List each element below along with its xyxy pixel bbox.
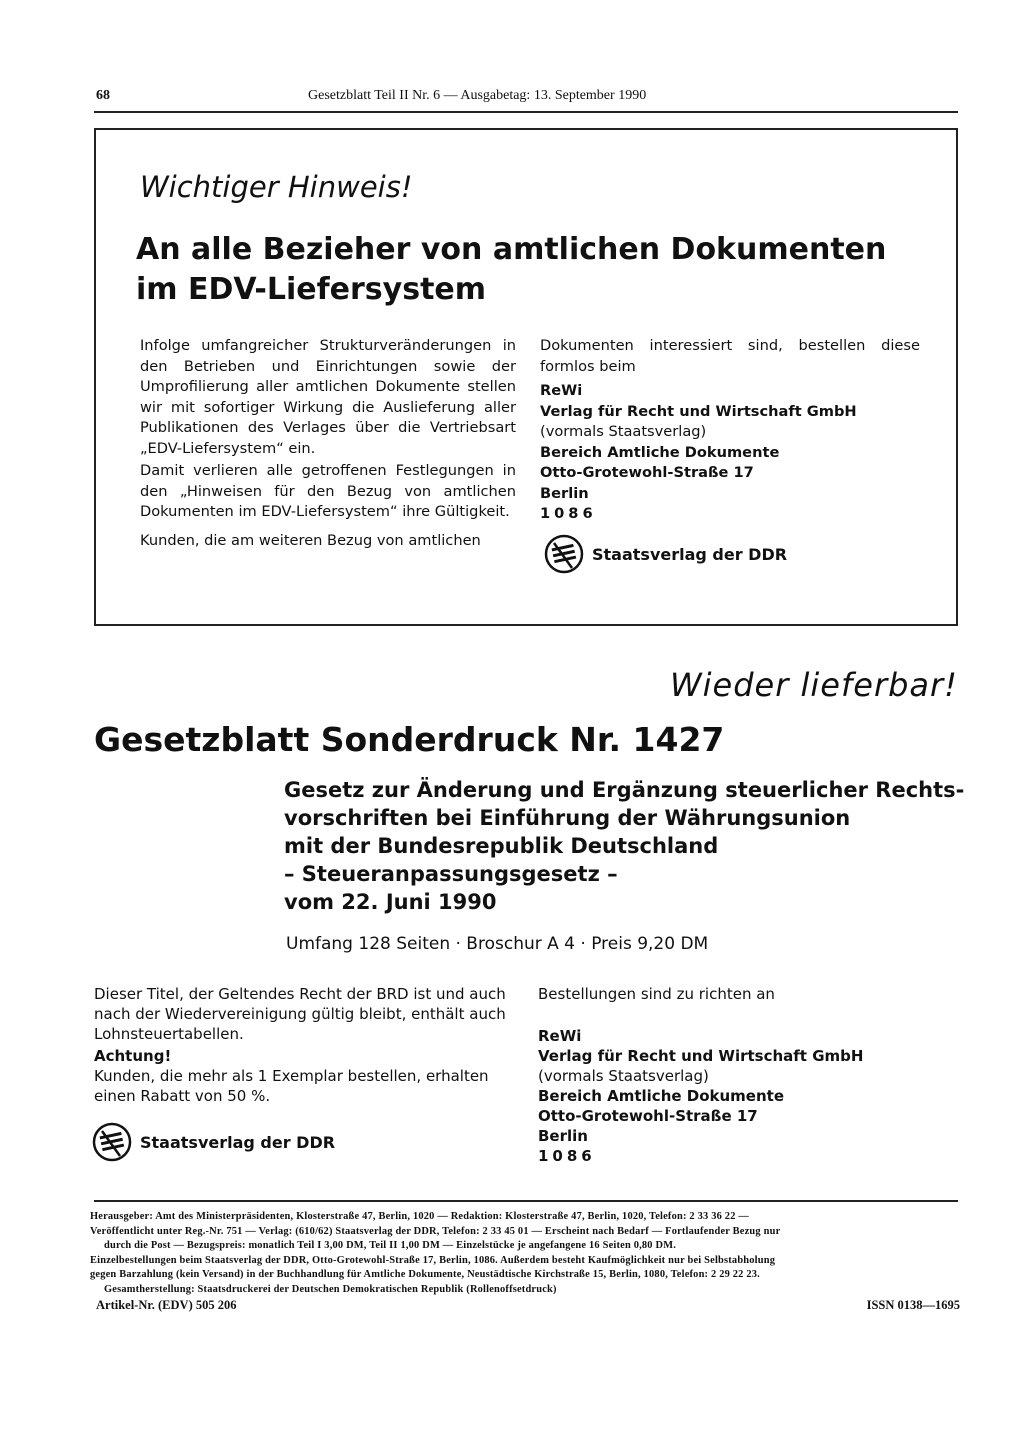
article-number: Artikel-Nr. (EDV) 505 206 <box>96 1298 237 1312</box>
address-line: Berlin <box>538 1127 588 1145</box>
address-line: (vormals Staatsverlag) <box>538 1067 709 1085</box>
sonderdruck-title: Gesetzblatt Sonderdruck Nr. 1427 <box>94 720 725 759</box>
law-title-line: vorschriften bei Einführung der Währungsunion <box>284 806 851 830</box>
address-line: (vormals Staatsverlag) <box>540 423 707 440</box>
ad-description <box>94 984 514 1106</box>
notice-paragraph: Damit verlieren alle getroffenen Festlegungen in den „Hinweisen für den Bezug von amtlichen Dokumenten im EDV-Liefersystem“ ihre Gültigkeit. <box>140 462 516 520</box>
notice-paragraph: Kunden, die am weiteren Bezug von amtlichen <box>140 531 481 549</box>
banner-wieder-lieferbar: Wieder lieferbar! <box>669 666 958 704</box>
page-number: 68 <box>96 88 110 103</box>
address-line: Bereich Amtliche Dokumente <box>538 1087 785 1105</box>
address-postcode: 1086 <box>540 505 597 522</box>
ad-description-text: Dieser Titel, der Geltendes Recht der BRD ist und auch nach der Wiedervereinigung gültig bleibt, enthält auch Lohnsteuertabellen. <box>94 985 506 1043</box>
achtung-label: Achtung! <box>94 1047 172 1065</box>
address-line: Otto-Grotewohl-Straße 17 <box>540 464 754 481</box>
notice-right-column <box>540 336 920 525</box>
address-line: ReWi <box>538 1027 582 1045</box>
imprint-line: Einzelbestellungen beim Staatsverlag der DDR, Otto-Grotewohl-Straße 17, Berlin, 1086. Außerdem besteht Kaufmöglichkeit nur bei Selbstabholung <box>90 1254 776 1266</box>
publisher-name: Staatsverlag der DDR <box>140 1132 336 1152</box>
imprint-block <box>90 1210 960 1298</box>
address-line: Bereich Amtliche Dokumente <box>540 443 780 461</box>
notice-lead: Wichtiger Hinweis! <box>140 170 413 204</box>
law-title-line: – Steueranpassungsgesetz – <box>284 862 618 886</box>
imprint-rule <box>94 1200 958 1202</box>
imprint-line: durch die Post — Bezugspreis: monatlich Teil I 3,00 DM, Teil II 1,00 DM — Einzelstücke je angefangene 16 Seiten 0,80 DM. <box>104 1240 677 1252</box>
address-line: Verlag für Recht und Wirtschaft GmbH <box>538 1047 864 1065</box>
header-rule <box>94 111 958 113</box>
staatsverlag-logo-icon <box>92 1122 132 1162</box>
publication-details: Umfang 128 Seiten · Broschur A 4 · Preis 9,20 DM <box>286 934 709 954</box>
notice-paragraph: Infolge umfangreicher Strukturveränderungen in den Betrieben und Einrichtungen sowie der Umprofilierung aller amtlichen Dokumente stellen wir mit sofortiger Wirkung die Auslieferung aller Publikationen des Verlages über die Vertriebsart „EDV-Liefersystem“ ein. <box>140 337 516 457</box>
imprint-line: Herausgeber: Amt des Ministerpräsidenten, Klosterstraße 47, Berlin, 1020 — Redaktion: Klosterstraße 47, Berlin, 1020, Telefon: 2 33 36 22 — <box>90 1211 749 1222</box>
notice-order-intro: Dokumenten interessiert sind, bestellen diese formlos beim <box>540 337 920 375</box>
imprint-line: Veröffentlicht unter Reg.-Nr. 751 — Verlag: (610/62) Staatsverlag der DDR, Telefon: 2 33 45 01 — Erscheint nach Bedarf — Fortlaufender Bezug nur <box>90 1225 781 1237</box>
address-line: Berlin <box>540 484 589 502</box>
address-line: Otto-Grotewohl-Straße 17 <box>538 1107 758 1125</box>
order-intro: Bestellungen sind zu richten an <box>538 985 775 1003</box>
staatsverlag-logo-icon <box>544 534 584 574</box>
address-line: ReWi <box>540 382 583 399</box>
address-line: Verlag für Recht und Wirtschaft GmbH <box>540 402 857 420</box>
running-head: Gesetzblatt Teil II Nr. 6 — Ausgabetag: 13. September 1990 <box>308 88 647 103</box>
publisher-name: Staatsverlag der DDR <box>592 544 788 564</box>
notice-headline-line-2: im EDV-Liefersystem <box>136 272 487 307</box>
law-title-block <box>284 776 965 916</box>
achtung-text: Kunden, die mehr als 1 Exemplar bestellen, erhalten einen Rabatt von 50 %. <box>94 1067 489 1105</box>
notice-headline-line-1: An alle Bezieher von amtlichen Dokumenten <box>136 232 887 267</box>
address-postcode: 1086 <box>538 1147 596 1165</box>
notice-headline <box>136 230 896 310</box>
ad-order-info <box>538 984 938 1166</box>
imprint-line: Gesamtherstellung: Staatsdruckerei der Deutschen Demokratischen Republik (Rollenoffsetdruck) <box>104 1283 557 1295</box>
law-title-line: mit der Bundesrepublik Deutschland <box>284 834 719 858</box>
law-title-line: Gesetz zur Änderung und Ergänzung steuerlicher Rechts- <box>284 778 965 802</box>
issn: ISSN 0138—1695 <box>866 1298 960 1312</box>
law-title-line: vom 22. Juni 1990 <box>284 890 497 914</box>
imprint-line: gegen Barzahlung (kein Versand) in der Buchhandlung für Amtliche Dokumente, Neustädtische Kirchstraße 15, Berlin, 1080, Telefon: 2 29 22 23. <box>90 1269 760 1281</box>
notice-left-column <box>140 336 516 553</box>
publisher-logo <box>544 534 787 574</box>
publisher-logo <box>92 1122 335 1162</box>
